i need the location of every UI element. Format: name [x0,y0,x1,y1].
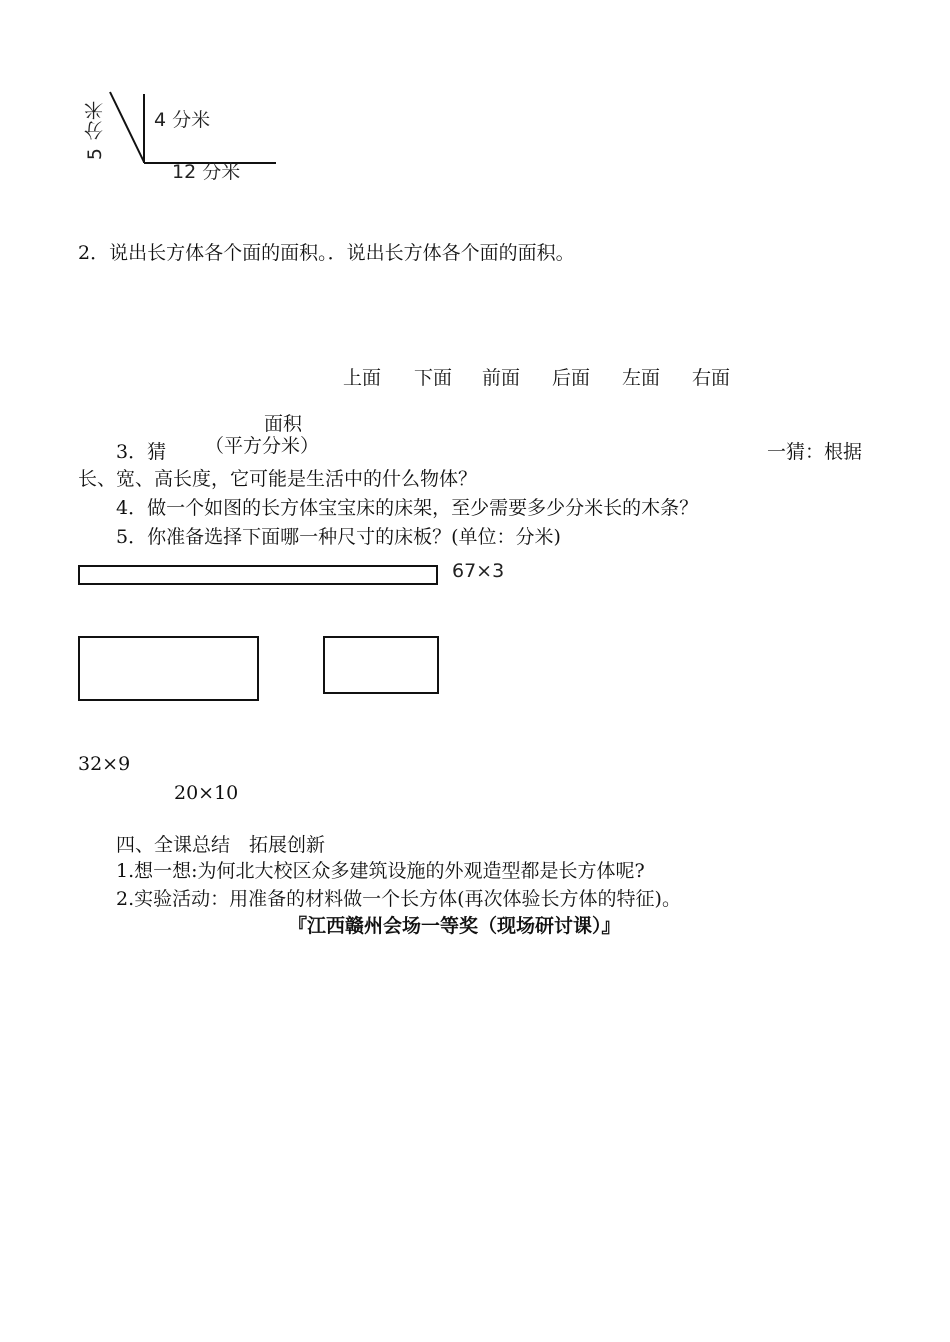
header-bottom: 下面 [414,367,453,389]
slant-label: 5 分米 [84,100,106,161]
board-67x3 [78,565,438,585]
header-back: 后面 [552,367,591,389]
question-3-prefix: 3．猜 [116,441,167,463]
board-32x9-label: 32×9 [78,753,131,775]
header-top: 上面 [343,367,382,389]
board-32x9 [78,636,259,701]
height-label: 4 分米 [154,109,211,131]
question-3-continuation: 长、宽、高长度，它可能是生活中的什么物体？ [78,468,478,490]
question-4: 4．做一个如图的长方体宝宝床的床架，至少需要多少分米长的木条？ [116,497,699,519]
section-4-heading: 四、全课总结 拓展创新 [116,834,326,856]
board-67x3-label: 67×3 [452,560,505,582]
footer-title: 『江西赣州会场一等奖（现场研讨课）』 [288,915,621,937]
board-20x10-label: 20×10 [174,782,239,804]
length-label: 12 分米 [172,161,241,183]
header-left: 左面 [622,367,661,389]
question-2: 2．说出长方体各个面的面积。．说出长方体各个面的面积。 [78,242,575,264]
section-4-item-2: 2.实验活动：用准备的材料做一个长方体(再次体验长方体的特征)。 [116,888,681,910]
section-4-item-1: 1.想一想:为何北大校区众多建筑设施的外观造型都是长方体呢? [116,860,645,882]
board-20x10 [323,636,439,694]
row-label-unit: （平方分米） [205,435,320,457]
header-front: 前面 [482,367,521,389]
question-5: 5．你准备选择下面哪一种尺寸的床板？(单位：分米) [116,526,561,548]
row-label-area: 面积 [264,413,303,435]
question-3-suffix: 一猜：根据 [767,441,863,463]
header-right: 右面 [692,367,731,389]
